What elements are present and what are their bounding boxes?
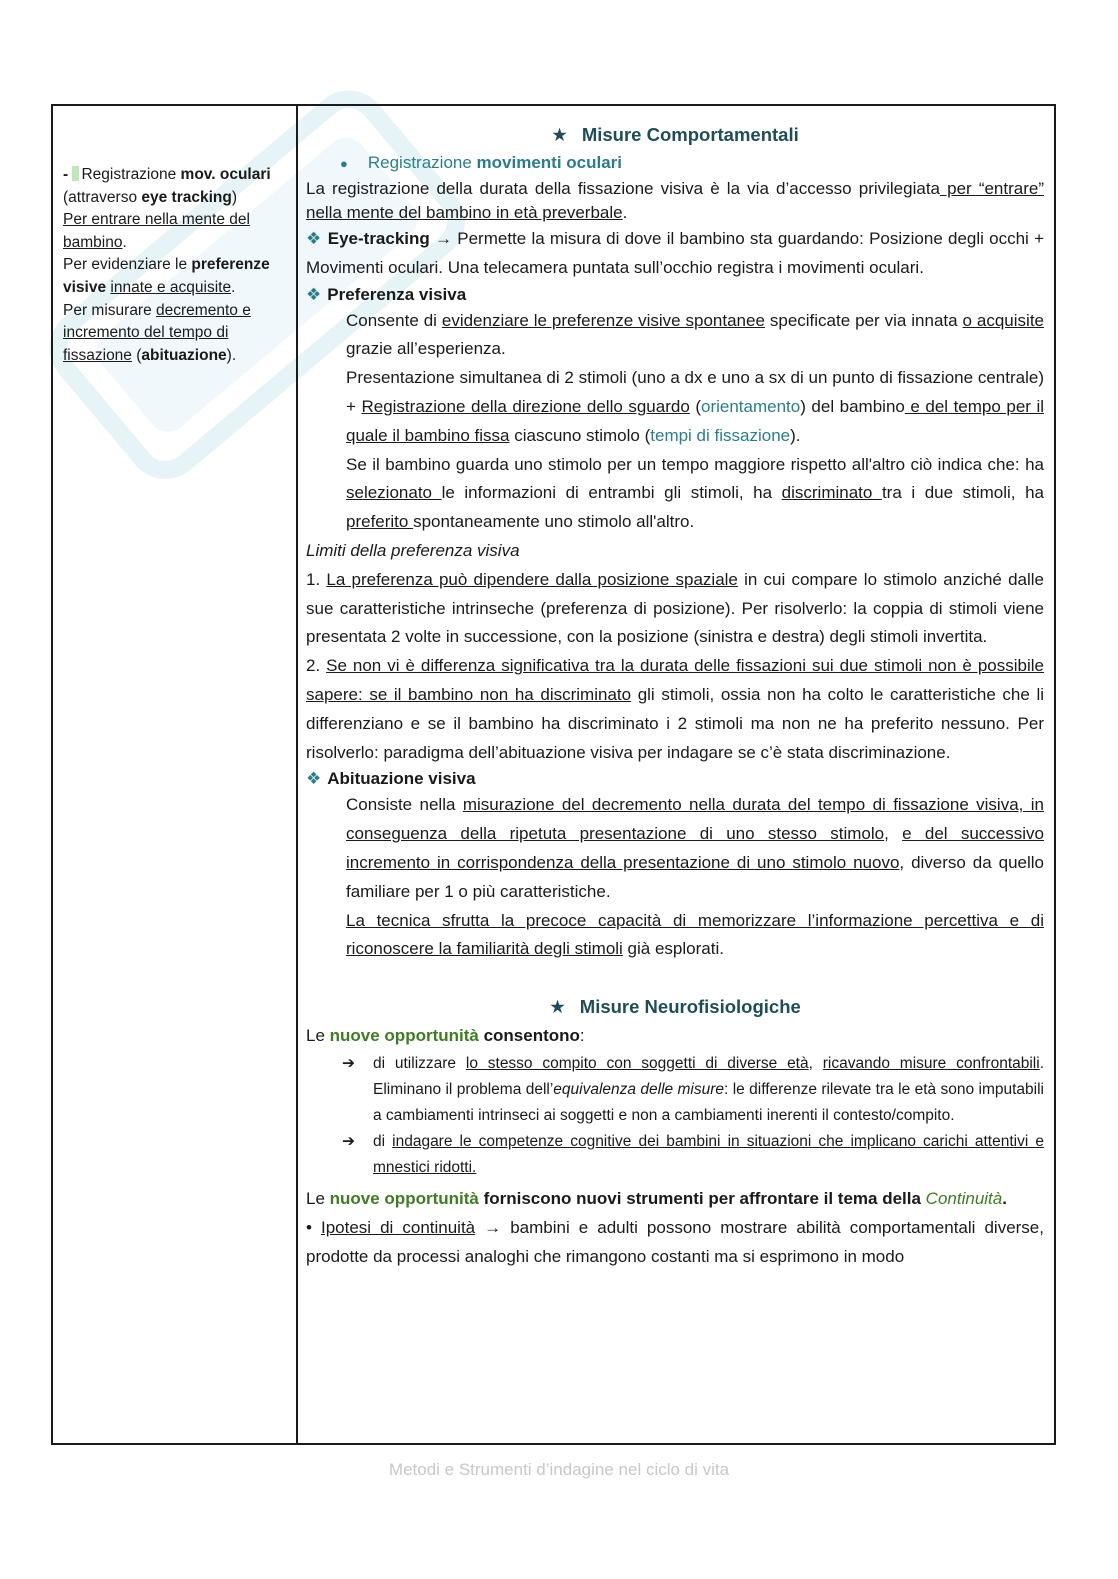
heading-preferenza: ❖ Preferenza visiva (306, 284, 467, 304)
highlight-mark (72, 166, 79, 181)
left-note-3: Per evidenziare le preferenze visive innate e acquisite. (63, 256, 270, 296)
arrow-right-icon: ➔ (342, 1054, 355, 1072)
star-icon: ★ (549, 996, 566, 1018)
diamond-bullet-icon: ❖ (306, 229, 322, 248)
list-item: ➔ di utilizzare lo stesso compito con soggetti di diverse età, ricavando misure confrontabili. Eliminano il problema dell’equivalenza delle misure: le differenze rilevate tra le età sono imputabili a cambiamenti intrinseci ai soggetti e non a cambiamenti inerenti il contesto/compito. (306, 1051, 1044, 1129)
abit-paragraph-2: La tecnica sfrutta la precoce capacità di memorizzare l’informazione percettiva e di riconoscere la familiarità degli stimoli già esplorati. (346, 910, 1044, 959)
diamond-bullet-icon: ❖ (306, 284, 322, 304)
heading-limiti: Limiti della preferenza visiva (306, 540, 520, 560)
left-column (52, 105, 297, 1444)
pref-paragraph-2: Presentazione simultanea di 2 stimoli (uno a dx e uno a sx di un punto di fissazione centrale) + Registrazione della direzione dello sguardo (orientamento) del bambino e del tempo per il quale il bambino fissa ciascuno stimolo (tempi di fissazione). (346, 368, 1045, 445)
right-column (297, 105, 1055, 1444)
limite-2: 2. Se non vi è differenza significativa tra la durata delle fissazioni sui due stimoli non è possibile sapere: se il bambino non ha discriminato gli stimoli, ossia non ha colto le caratteristiche che li differenziano e se il bambino ha discriminato i 2 stimoli ma non ne ha preferito nessuno. Per risolverlo: paradigma dell’abituazione visiva per indagare se c’è stata discriminazione. (306, 656, 1044, 762)
arrow-list (306, 1051, 1044, 1181)
subtitle-movimenti: ● Registrazione movimenti oculari (306, 150, 1044, 177)
list-item: ➔ di indagare le competenze cognitive dei bambini in situazioni che implicano carichi attentivi e mnestici ridotti. (306, 1129, 1044, 1181)
pref-paragraph-1: Consente di evidenziare le preferenze visive spontanee specificate per via innata o acquisite grazie all’esperienza. (346, 310, 1044, 359)
abit-paragraph-1: Consiste nella misurazione del decremento nella durata del tempo di fissazione visiva, in conseguenza della ripetuta presentazione di uno stesso stimolo, e del successivo incremento in corrispondenza della presentazione di uno stimolo nuovo, diverso da quello familiare per 1 o più caratteristiche. (346, 795, 1044, 901)
limite-1: 1. La preferenza può dipendere dalla posizione spaziale in cui compare lo stimolo anziché dalle sue caratteristiche intrinseche (preferenza di posizione). Per risolverlo: la coppia di stimoli viene presentata 2 volte in successione, con la posizione (sinistra e destra) degli stimoli invertita. (306, 569, 1044, 647)
paragraph-ipotesi: • Ipotesi di continuità → bambini e adulti possono mostrare abilità comportamentali diverse, prodotte da processi analoghi che rimangono costanti ma si esprimono in modo (306, 1217, 1044, 1266)
pref-paragraph-3: Se il bambino guarda uno stimolo per un tempo maggiore rispetto all'altro ciò indica che: ha selezionato le informazioni di entrambi gli stimoli, ha discriminato tra i due stimoli, ha preferito spontaneamente uno stimolo all'altro. (346, 454, 1045, 532)
paragraph-registrazione: La registrazione della durata della fissazione visiva è la via d’accesso privilegiata per “entrare” nella mente del bambino in età preverbale. (306, 179, 1045, 222)
paragraph-eye-tracking: ❖ Eye-tracking → Permette la misura di dove il bambino sta guardando: Posizione degli occhi + Movimenti oculari. Una telecamera puntata sull’occhio registra i movimenti oculari. (306, 229, 1044, 277)
notes-table (51, 104, 1056, 1445)
spacer (306, 964, 1044, 992)
paragraph-nuove-opportunita: Le nuove opportunità consentono: (306, 1026, 585, 1046)
heading-abituazione: ❖ Abituazione visiva (306, 769, 476, 789)
left-note-1: - Registrazione mov. oculari (attraverso eye tracking) (63, 166, 271, 206)
paragraph-continuita: Le nuove opportunità forniscono nuovi strumenti per affrontare il tema della Continuità. (306, 1188, 1007, 1208)
diamond-bullet-icon: ❖ (306, 769, 322, 789)
star-icon: ★ (551, 124, 568, 145)
bullet-dot-icon: ● (340, 156, 348, 171)
section-title-comportamentali: ★ Misure Comportamentali (306, 120, 1044, 150)
preferenza-block (306, 307, 1044, 537)
arrow-right-icon: ➔ (342, 1132, 355, 1150)
left-note-2: Per entrare nella mente del bambino. (63, 211, 250, 251)
left-note-4: Per misurare decremento e incremento del tempo di fissazione (abituazione). (63, 301, 251, 364)
abituazione-block (306, 791, 1044, 964)
section-title-neurofisiologiche: ★ Misure Neurofisiologiche (306, 992, 1044, 1022)
page-footer: Metodi e Strumenti d’indagine nel ciclo di vita (388, 1460, 730, 1479)
